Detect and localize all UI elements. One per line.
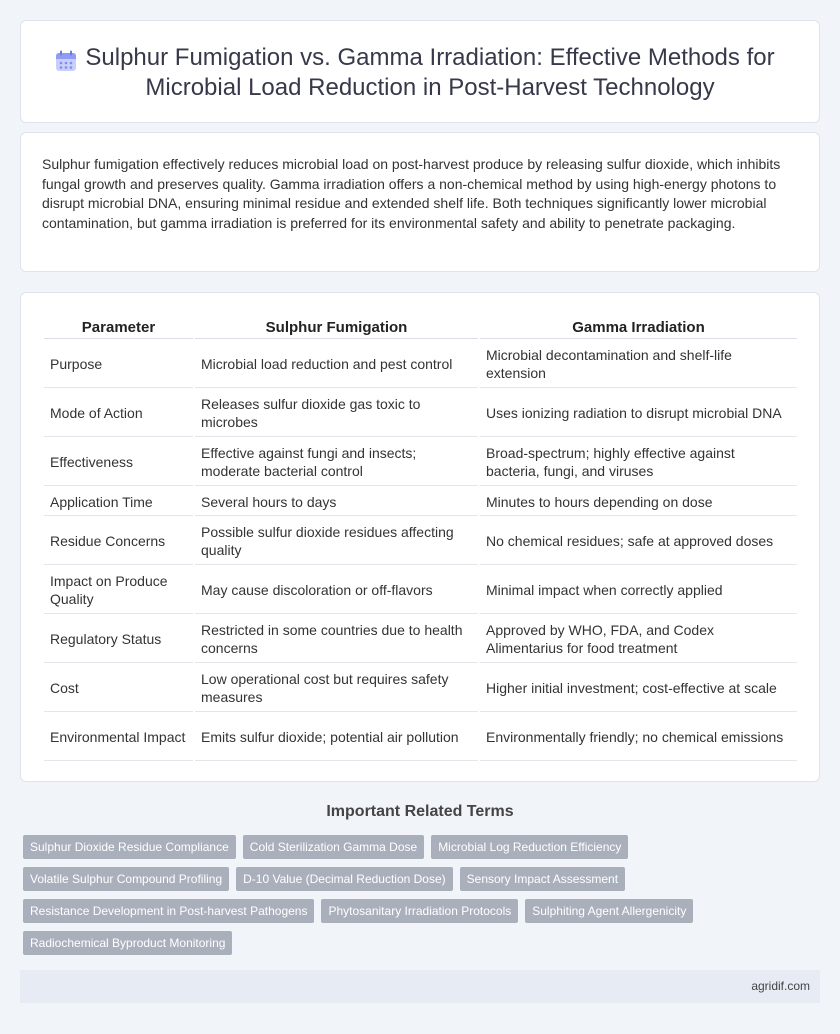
row-sulphur-value: Microbial load reduction and pest control xyxy=(195,341,478,388)
table-row xyxy=(44,390,797,437)
row-parameter: Cost xyxy=(44,665,193,712)
row-parameter: Residue Concerns xyxy=(44,518,193,565)
row-parameter: Application Time xyxy=(44,488,193,516)
row-gamma-value: Approved by WHO, FDA, and Codex Alimentarius for food treatment xyxy=(480,616,797,663)
row-gamma-value: Higher initial investment; cost-effective at scale xyxy=(480,665,797,712)
intro-card xyxy=(20,132,820,272)
related-terms-heading: Important Related Terms xyxy=(326,803,514,820)
related-term-tag[interactable]: Cold Sterilization Gamma Dose xyxy=(243,835,424,859)
row-sulphur-value: Possible sulfur dioxide residues affecting quality xyxy=(195,518,478,565)
table-row xyxy=(44,488,797,516)
row-sulphur-value: Several hours to days xyxy=(195,488,478,516)
table-row xyxy=(44,714,797,761)
intro-paragraph: Sulphur fumigation effectively reduces microbial load on post-harvest produce by releasing sulfur dioxide, which inhibits fungal growth and preserves quality. Gamma irradiation offers a non-chemical method by using high-energy photons to disrupt microbial DNA, ensuring minimal residue and extended shelf life. Both techniques significantly lower microbial contamination, but gamma irradiation is preferred for its environmental safety and ability to penetrate packaging. xyxy=(42,156,781,231)
row-gamma-value: Minutes to hours depending on dose xyxy=(480,488,797,516)
footer xyxy=(20,970,820,1003)
row-parameter: Mode of Action xyxy=(44,390,193,437)
row-gamma-value: Minimal impact when correctly applied xyxy=(480,567,797,614)
row-parameter: Regulatory Status xyxy=(44,616,193,663)
row-gamma-value: No chemical residues; safe at approved doses xyxy=(480,518,797,565)
row-sulphur-value: May cause discoloration or off-flavors xyxy=(195,567,478,614)
table-row xyxy=(44,518,797,565)
row-gamma-value: Uses ionizing radiation to disrupt microbial DNA xyxy=(480,390,797,437)
comparison-table xyxy=(42,315,799,763)
row-parameter: Effectiveness xyxy=(44,439,193,486)
related-term-tag[interactable]: Phytosanitary Irradiation Protocols xyxy=(321,899,518,923)
comparison-table-card xyxy=(20,292,820,782)
table-row xyxy=(44,341,797,388)
row-sulphur-value: Restricted in some countries due to health concerns xyxy=(195,616,478,663)
table-row xyxy=(44,616,797,663)
related-term-tag[interactable]: Volatile Sulphur Compound Profiling xyxy=(23,867,229,891)
column-header-gamma-irradiation: Gamma Irradiation xyxy=(480,317,797,339)
related-terms-list xyxy=(23,835,813,963)
row-sulphur-value: Effective against fungi and insects; moderate bacterial control xyxy=(195,439,478,486)
row-sulphur-value: Low operational cost but requires safety measures xyxy=(195,665,478,712)
footer-site-link[interactable]: agridif.com xyxy=(751,979,810,993)
row-parameter: Impact on Produce Quality xyxy=(44,567,193,614)
related-term-tag[interactable]: Sulphiting Agent Allergenicity xyxy=(525,899,693,923)
row-gamma-value: Microbial decontamination and shelf-life extension xyxy=(480,341,797,388)
related-term-tag[interactable]: Microbial Log Reduction Efficiency xyxy=(431,835,628,859)
table-row xyxy=(44,567,797,614)
row-sulphur-value: Emits sulfur dioxide; potential air pollution xyxy=(195,714,478,761)
row-sulphur-value: Releases sulfur dioxide gas toxic to microbes xyxy=(195,390,478,437)
title-card xyxy=(20,20,820,123)
row-gamma-value: Broad-spectrum; highly effective against bacteria, fungi, and viruses xyxy=(480,439,797,486)
related-term-tag[interactable]: D-10 Value (Decimal Reduction Dose) xyxy=(236,867,453,891)
page-title: Sulphur Fumigation vs. Gamma Irradiation: Effective Methods for Microbial Load Reduction in Post-Harvest Technology xyxy=(85,44,775,101)
related-term-tag[interactable]: Sensory Impact Assessment xyxy=(460,867,625,891)
column-header-parameter: Parameter xyxy=(44,317,193,339)
related-term-tag[interactable]: Resistance Development in Post-harvest Pathogens xyxy=(23,899,314,923)
table-row xyxy=(44,439,797,486)
row-parameter: Environmental Impact xyxy=(44,714,193,761)
table-header-row xyxy=(44,317,797,339)
table-row xyxy=(44,665,797,712)
column-header-sulphur-fumigation: Sulphur Fumigation xyxy=(195,317,478,339)
related-term-tag[interactable]: Sulphur Dioxide Residue Compliance xyxy=(23,835,236,859)
row-parameter: Purpose xyxy=(44,341,193,388)
related-term-tag[interactable]: Radiochemical Byproduct Monitoring xyxy=(23,931,232,955)
row-gamma-value: Environmentally friendly; no chemical emissions xyxy=(480,714,797,761)
